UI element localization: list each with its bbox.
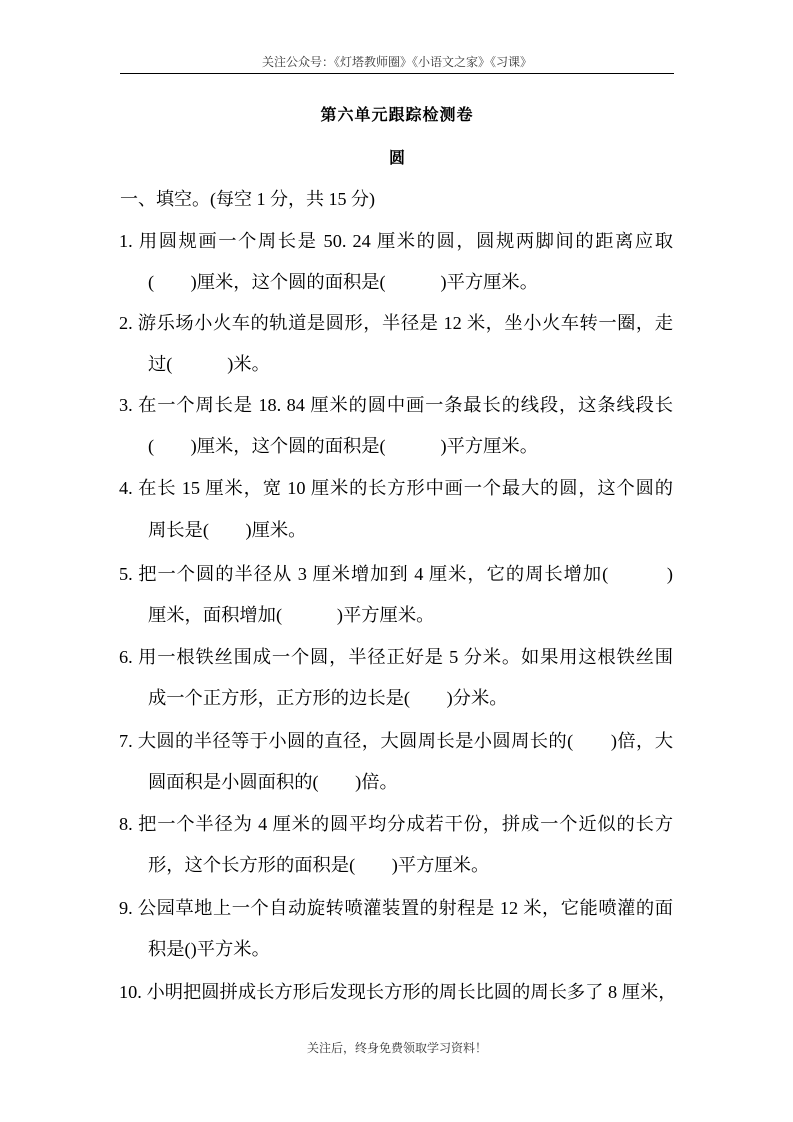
header-divider bbox=[120, 73, 674, 74]
question-text: 用一根铁丝围成一个圆，半径正好是 5 分米。如果用这根铁丝围 bbox=[138, 647, 674, 667]
question-number: 4. bbox=[119, 478, 133, 498]
page-subtitle: 圆 bbox=[388, 150, 405, 167]
question-text: 大圆的半径等于小圆的直径，大圆周长是小圆周长的( )倍，大 bbox=[137, 731, 673, 751]
page-title: 第六单元跟踪检测卷 bbox=[320, 107, 474, 124]
question-2-line-1 bbox=[119, 311, 673, 335]
page-header: 关注公众号：《灯塔教师圈》《小语文之家》《习课》 bbox=[261, 55, 532, 69]
question-7-line-1 bbox=[119, 729, 673, 753]
question-8-line-1 bbox=[119, 812, 673, 836]
question-number: 1. bbox=[119, 231, 133, 251]
question-5-line-2: 厘米，面积增加( )平方厘米。 bbox=[148, 605, 435, 625]
question-number: 7. bbox=[119, 731, 133, 751]
question-text: 用圆规画一个周长是 50. 24 厘米的圆，圆规两脚间的距离应取 bbox=[138, 231, 674, 251]
question-number: 10. bbox=[119, 982, 142, 1002]
question-number: 9. bbox=[119, 898, 133, 918]
question-text: 把一个圆的半径从 3 厘米增加到 4 厘米，它的周长增加( ) bbox=[138, 564, 673, 584]
question-text: 小明把圆拼成长方形后发现长方形的周长比圆的周长多了 8 厘米， bbox=[146, 982, 677, 1002]
question-2-line-2: 过( )米。 bbox=[148, 354, 270, 374]
question-3-line-1 bbox=[119, 393, 673, 417]
question-9-line-2: 积是()平方米。 bbox=[148, 939, 270, 959]
question-text: 公园草地上一个自动旋转喷灌装置的射程是 12 米，它能喷灌的面 bbox=[137, 898, 673, 918]
question-number: 5. bbox=[119, 564, 133, 584]
question-7-line-2: 圆面积是小圆面积的( )倍。 bbox=[148, 772, 398, 792]
question-number: 6. bbox=[119, 647, 133, 667]
question-number: 2. bbox=[119, 313, 133, 333]
question-number: 8. bbox=[119, 814, 133, 834]
question-6-line-1 bbox=[119, 645, 673, 669]
question-9-line-1 bbox=[119, 896, 673, 920]
question-1-line-1 bbox=[119, 229, 673, 253]
question-number: 3. bbox=[119, 395, 133, 415]
question-text: 把一个半径为 4 厘米的圆平均分成若干份，拼成一个近似的长方 bbox=[138, 814, 674, 834]
question-text: 在一个周长是 18. 84 厘米的圆中画一条最长的线段，这条线段长 bbox=[138, 395, 673, 415]
question-5-line-1 bbox=[119, 562, 673, 586]
question-text: 游乐场小火车的轨道是圆形，半径是 12 米，坐小火车转一圈，走 bbox=[137, 313, 673, 333]
question-3-line-2: ( )厘米，这个圆的面积是( )平方厘米。 bbox=[148, 436, 538, 456]
page-footer: 关注后，终身免费领取学习资料！ bbox=[306, 1041, 487, 1055]
section-heading: 一、填空。(每空 1 分，共 15 分) bbox=[120, 189, 375, 209]
question-10-line-1 bbox=[119, 980, 677, 1004]
question-8-line-2: 形，这个长方形的面积是( )平方厘米。 bbox=[148, 855, 490, 875]
question-4-line-1 bbox=[119, 476, 673, 500]
question-6-line-2: 成一个正方形，正方形的边长是( )分米。 bbox=[148, 688, 508, 708]
question-text: 在长 15 厘米，宽 10 厘米的长方形中画一个最大的圆，这个圆的 bbox=[138, 478, 674, 498]
question-1-line-2: ( )厘米，这个圆的面积是( )平方厘米。 bbox=[148, 272, 538, 292]
question-4-line-2: 周长是( )厘米。 bbox=[148, 520, 307, 540]
